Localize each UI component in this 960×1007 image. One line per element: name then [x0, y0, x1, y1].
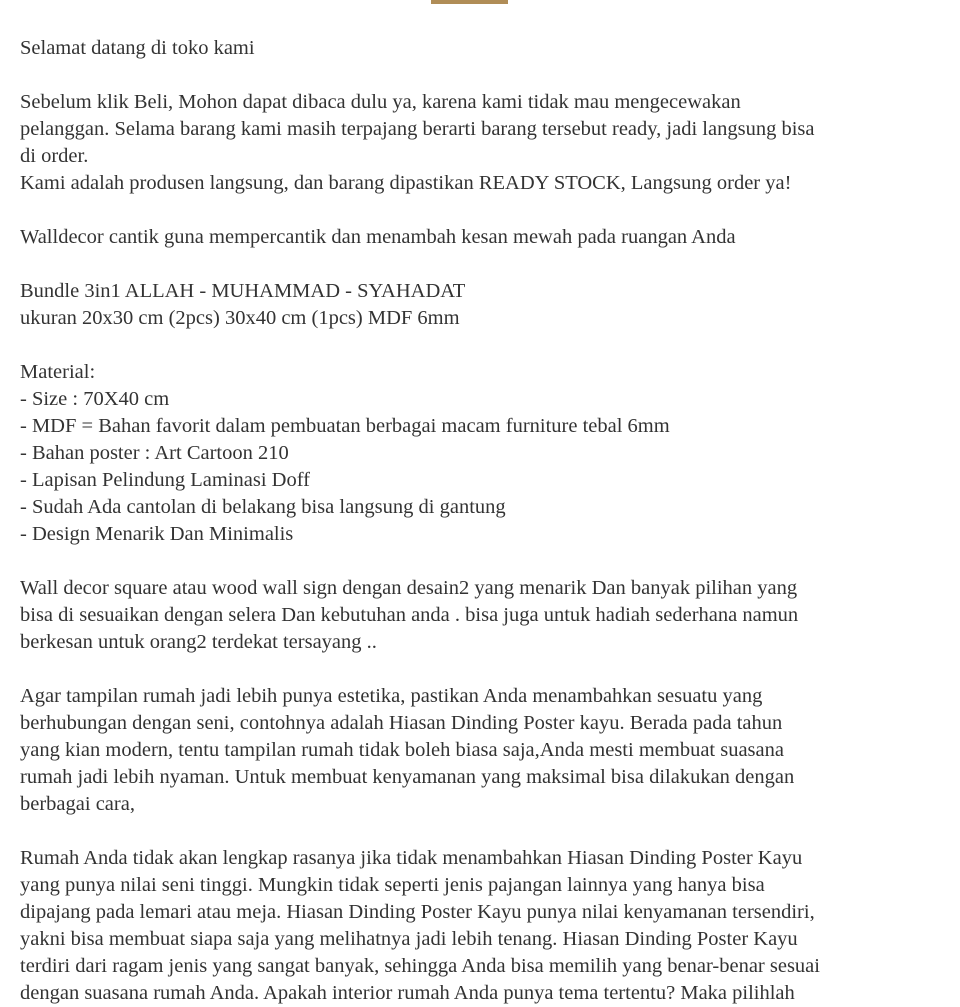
description-line: yang punya nilai seni tinggi. Mungkin tidak seperti jenis pajangan lainnya yang hanya bisa — [20, 874, 765, 896]
blank-line — [20, 332, 935, 359]
description-line: dipajang pada lemari atau meja. Hiasan Dinding Poster Kayu punya nilai kenyamanan tersendiri, — [20, 901, 815, 923]
description-line: - Sudah Ada cantolan di belakang bisa langsung di gantung — [20, 496, 506, 518]
description-line: rumah jadi lebih nyaman. Untuk membuat kenyamanan yang maksimal bisa dilakukan dengan — [20, 766, 795, 788]
description-line: berkesan untuk orang2 terdekat tersayang .. — [20, 631, 377, 653]
description-line: ukuran 20x30 cm (2pcs) 30x40 cm (1pcs) MDF 6mm — [20, 307, 460, 329]
blank-line — [20, 197, 935, 224]
description-line: Walldecor cantik guna mempercantik dan menambah kesan mewah pada ruangan Anda — [20, 226, 736, 248]
description-line: bisa di sesuaikan dengan selera Dan kebutuhan anda . bisa juga untuk hadiah sederhana namun — [20, 604, 799, 626]
description-line: dengan suasana rumah Anda. Apakah interior rumah Anda punya tema tertentu? Maka pilihlah — [20, 982, 795, 1004]
description-line: - Lapisan Pelindung Laminasi Doff — [20, 469, 310, 491]
description-line: Agar tampilan rumah jadi lebih punya estetika, pastikan Anda menambahkan sesuatu yang — [20, 685, 763, 707]
description-line: di order. — [20, 145, 89, 167]
description-line: yang kian modern, tentu tampilan rumah tidak boleh biasa saja,Anda mesti membuat suasana — [20, 739, 784, 761]
blank-line — [20, 818, 935, 845]
description-line: terdiri dari ragam jenis yang sangat banyak, sehingga Anda bisa memilih yang benar-benar sesuai — [20, 955, 820, 977]
description-line: - Bahan poster : Art Cartoon 210 — [20, 442, 289, 464]
description-line: - Design Menarik Dan Minimalis — [20, 523, 294, 545]
description-line: - MDF = Bahan favorit dalam pembuatan berbagai macam furniture tebal 6mm — [20, 415, 670, 437]
description-line: berbagai cara, — [20, 793, 135, 815]
description-line: Rumah Anda tidak akan lengkap rasanya jika tidak menambahkan Hiasan Dinding Poster Kayu — [20, 847, 803, 869]
blank-line — [20, 62, 935, 89]
blank-line — [20, 656, 935, 683]
description-line: Bundle 3in1 ALLAH - MUHAMMAD - SYAHADAT — [20, 280, 466, 302]
description-line: Selamat datang di toko kami — [20, 37, 255, 59]
description-line: pelanggan. Selama barang kami masih terpajang berarti barang tersebut ready, jadi langsung bisa — [20, 118, 815, 140]
blank-line — [20, 548, 935, 575]
active-tab-indicator — [431, 0, 508, 4]
description-line: Kami adalah produsen langsung, dan barang dipastikan READY STOCK, Langsung order ya! — [20, 172, 792, 194]
description-line: yakni bisa membuat siapa saja yang melihatnya jadi lebih tenang. Hiasan Dinding Poster Kayu — [20, 928, 798, 950]
description-line: Material: — [20, 361, 96, 383]
description-line: - Size : 70X40 cm — [20, 388, 170, 410]
description-line: Sebelum klik Beli, Mohon dapat dibaca dulu ya, karena kami tidak mau mengecewakan — [20, 91, 741, 113]
blank-line — [20, 251, 935, 278]
description-line: Wall decor square atau wood wall sign dengan desain2 yang menarik Dan banyak pilihan yang — [20, 577, 798, 599]
product-description — [20, 35, 935, 1007]
description-line: berhubungan dengan seni, contohnya adalah Hiasan Dinding Poster kayu. Berada pada tahun — [20, 712, 783, 734]
